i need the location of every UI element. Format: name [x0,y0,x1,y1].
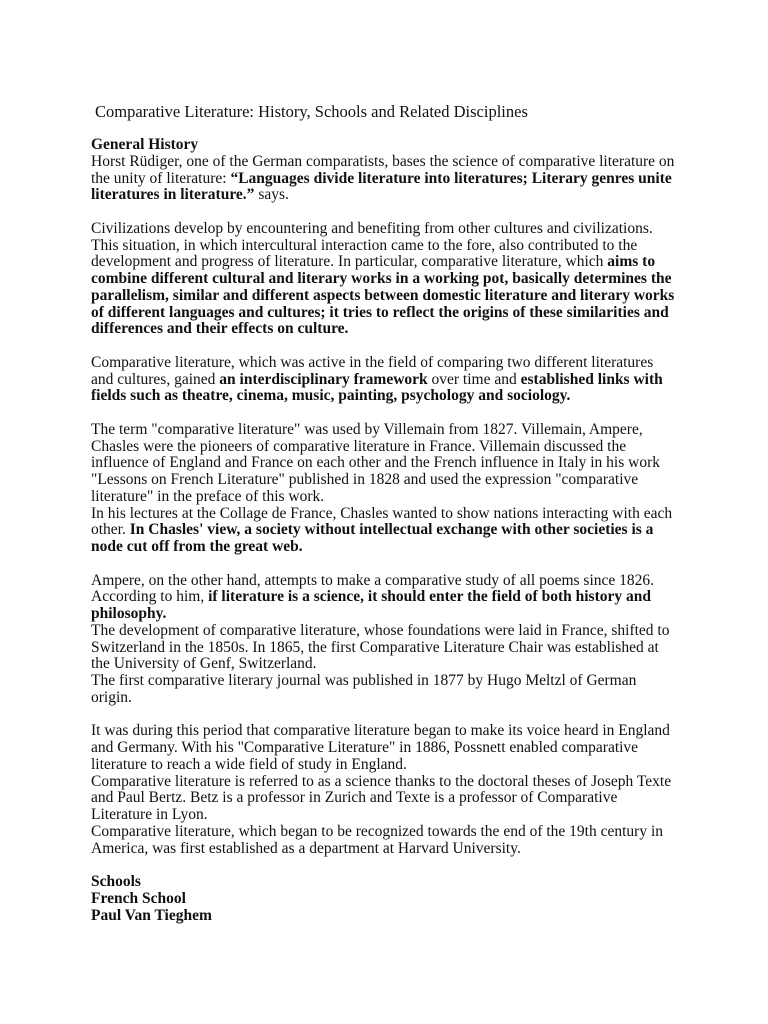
text-line [91,187,731,204]
bold-text: if literature is a science, it should enter the field of both history and [208,588,651,606]
text-run: Chasles were the pioneers of comparative literature in France. Villemain discussed the [91,437,627,455]
paragraph [91,355,731,405]
bold-text: combine different cultural and literary works in a working pot, basically determines the [91,270,672,287]
text-run: origin. [91,688,132,706]
text-run: development and progress of literature. In particular, comparative literature, which [91,253,608,271]
text-line [91,254,731,271]
text-run: Comparative literature, which was active in the field of comparing two different literatures [91,353,654,371]
text-line [91,539,731,556]
text-line [91,372,731,389]
bold-text: established links with [520,370,663,388]
paragraph [91,723,731,857]
text-run: literature to reach a wide field of study in England. [91,755,407,773]
bold-text: General History [91,136,199,153]
bold-text: Schools [91,873,141,890]
text-run: and Paul Bertz. Betz is a professor in Zurich and Texte is a professor of Comparative [91,789,618,807]
text-line [91,640,731,657]
text-line [91,472,731,489]
text-run: Comparative literature, which began to be recognized towards the end of the 19th century in [91,822,664,840]
text-line [91,238,731,255]
text-run: In his lectures at the Collage de France, Chasles wanted to show nations interacting with each [91,504,673,522]
text-line [91,589,731,606]
bold-text: “Languages divide literature into literatures; Literary genres unite [230,169,672,187]
bold-text: node cut off from the great web. [91,538,303,555]
text-line [91,891,731,908]
text-line [91,388,731,405]
text-line [91,422,731,439]
text-run: This situation, in which intercultural interaction came to the fore, also contributed to the [91,236,638,254]
text-run: and Germany. With his "Comparative Literature" in 1886, Possnett enabled comparative [91,739,639,756]
text-run: According to him, [91,588,209,606]
text-line [91,757,731,774]
text-line [91,573,731,590]
bold-text: an interdisciplinary framework [219,370,428,388]
paragraph [91,422,731,556]
text-line [91,288,731,305]
bold-text: French School [91,889,186,907]
text-run: the unity of literature: [91,169,231,187]
text-line [91,807,731,824]
text-line [91,790,731,807]
text-run: The development of comparative literature, whose foundations were laid in France, shifted to [91,621,670,639]
text-line [91,740,731,757]
text-run: Civilizations develop by encountering and benefiting from other cultures and civilizations. [91,219,653,237]
bold-text: aims to [607,253,656,271]
text-line [91,154,731,171]
text-line [91,673,731,690]
document-title: Comparative Literature: History, Schools and Related Disciplines [95,101,528,121]
bold-text: differences and their effects on culture. [91,320,349,338]
paragraph [91,573,731,707]
text-run: Ampere, on the other hand, attempts to make a comparative study of all poems since 1826. [91,571,655,589]
text-run: other. [91,521,130,539]
bold-text: literatures in literature.” [91,186,255,204]
bold-text: of different languages and cultures; it tries to reflect the origins of these similarities and [91,303,669,321]
text-line [91,908,731,925]
text-run: "Lessons on French Literature" published in 1828 and used the expression "comparative [91,471,639,488]
text-run: It was during this period that comparative literature began to make its voice heard in England [91,722,670,740]
text-line [91,506,731,523]
text-line [91,137,731,154]
text-line [91,606,731,623]
text-line [91,690,731,707]
text-run: Comparative literature is referred to as a science thanks to the doctoral theses of Joseph Texte [91,772,672,790]
text-line [91,874,731,891]
document-body [91,137,731,924]
text-line [91,489,731,506]
text-line [91,522,731,539]
text-line [91,321,731,338]
bold-text: parallelism, similar and different aspects between domestic literature and literary works [91,286,675,304]
bold-text: fields such as theatre, cinema, music, painting, psychology and sociology. [91,387,571,405]
text-run: The term "comparative literature" was used by Villemain from 1827. Villemain, Ampere, [91,420,643,438]
text-line [91,841,731,858]
text-line [91,455,731,472]
text-line [91,221,731,238]
text-run: the University of Genf, Switzerland. [91,655,317,673]
bold-text: Paul Van Tieghem [91,906,212,924]
bold-text: philosophy. [91,605,167,622]
text-line [91,774,731,791]
text-line [91,723,731,740]
paragraph [91,874,731,924]
text-line [91,171,731,188]
document-page [91,101,731,942]
text-run: Literature in Lyon. [91,806,208,823]
text-run: influence of England and France on each other and the French influence in Italy in his work [91,454,660,472]
text-run: America, was first established as a department at Harvard University. [91,839,521,857]
text-line [91,439,731,456]
text-line [91,656,731,673]
text-line [91,355,731,372]
text-run: Switzerland in the 1850s. In 1865, the first Comparative Literature Chair was established at [91,638,659,656]
text-run: says. [254,186,289,204]
paragraph [91,221,731,338]
bold-text: In Chasles' view, a society without intellectual exchange with other societies is a [129,521,654,539]
text-run: literature" in the preface of this work. [91,487,325,505]
text-line [91,824,731,841]
text-line [91,271,731,288]
text-run: and cultures, gained [91,370,220,388]
text-run: Horst Rüdiger, one of the German comparatists, bases the science of comparative literature on [91,152,675,170]
text-run: The first comparative literary journal was published in 1877 by Hugo Meltzl of German [91,672,637,689]
text-line [91,305,731,322]
paragraph [91,137,731,204]
text-line [91,623,731,640]
text-run: over time and [427,370,521,388]
